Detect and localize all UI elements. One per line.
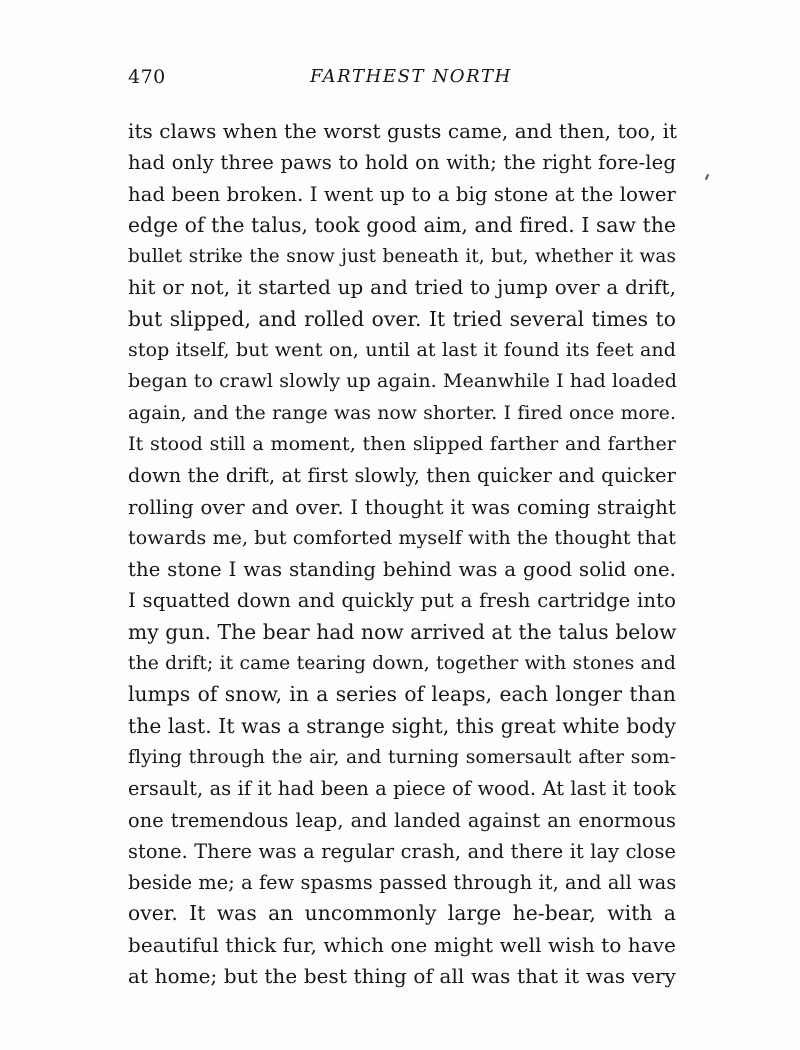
text-line: beside me; a few spasms passed through it, and all was xyxy=(128,871,677,895)
text-line: the stone I was standing behind was a good solid one. xyxy=(128,558,676,582)
text-line: its claws when the worst gusts came, and then, too, it xyxy=(128,120,678,143)
text-line: ersault, as if it had been a piece of wood. At last it took xyxy=(128,777,676,801)
text-line: lumps of snow, in a series of leaps, each longer than xyxy=(128,682,676,707)
text-line: but slipped, and rolled over. It tried several times to xyxy=(128,306,676,331)
text-line: the last. It was a strange sight, this great white body xyxy=(128,713,677,738)
text-line: towards me, but comforted myself with the thought that xyxy=(128,526,677,549)
text-line: I squatted down and quickly put a fresh cartridge into xyxy=(128,589,676,613)
text-line: over. It was an uncommonly large he-bear, with a xyxy=(128,901,676,926)
running-title: FARTHEST NORTH xyxy=(310,66,512,87)
text-line: had been broken. I went up to a big stone at the lower xyxy=(128,182,676,206)
text-line: down the drift, at first slowly, then quicker and quicker xyxy=(128,464,676,488)
text-line: stop itself, but went on, until at last it found its feet and xyxy=(128,339,676,362)
text-line: hit or not, it started up and tried to jump over a drift, xyxy=(128,276,676,300)
ink-speck xyxy=(705,174,709,180)
text-line: again, and the range was now shorter. I fired once more. xyxy=(128,402,676,424)
text-line: bullet strike the snow just beneath it, but, whether it was xyxy=(128,246,676,268)
text-line: beautiful thick fur, which one might well wish to have xyxy=(128,933,676,957)
text-line: my gun. The bear had now arrived at the talus below xyxy=(128,619,677,644)
page-number: 470 xyxy=(128,66,166,88)
text-line: one tremendous leap, and landed against an enormous xyxy=(128,808,676,832)
text-line: rolling over and over. I thought it was coming straight xyxy=(128,495,676,519)
text-line: at home; but the best thing of all was that it was very xyxy=(128,965,676,989)
text-line: began to crawl slowly up again. Meanwhile I had loaded xyxy=(128,370,678,393)
text-line: had only three paws to hold on with; the right fore-leg xyxy=(128,151,676,175)
text-line: stone. There was a regular crash, and there it lay close xyxy=(128,839,676,863)
text-line: flying through the air, and turning somersault after som- xyxy=(128,746,676,768)
text-line: edge of the talus, took good aim, and fired. I saw the xyxy=(128,212,676,237)
text-line: It stood still a moment, then slipped farther and farther xyxy=(128,432,676,455)
page-header xyxy=(128,66,678,100)
text-line: the drift; it came tearing down, together with stones and xyxy=(128,653,676,675)
body-text xyxy=(128,116,676,992)
